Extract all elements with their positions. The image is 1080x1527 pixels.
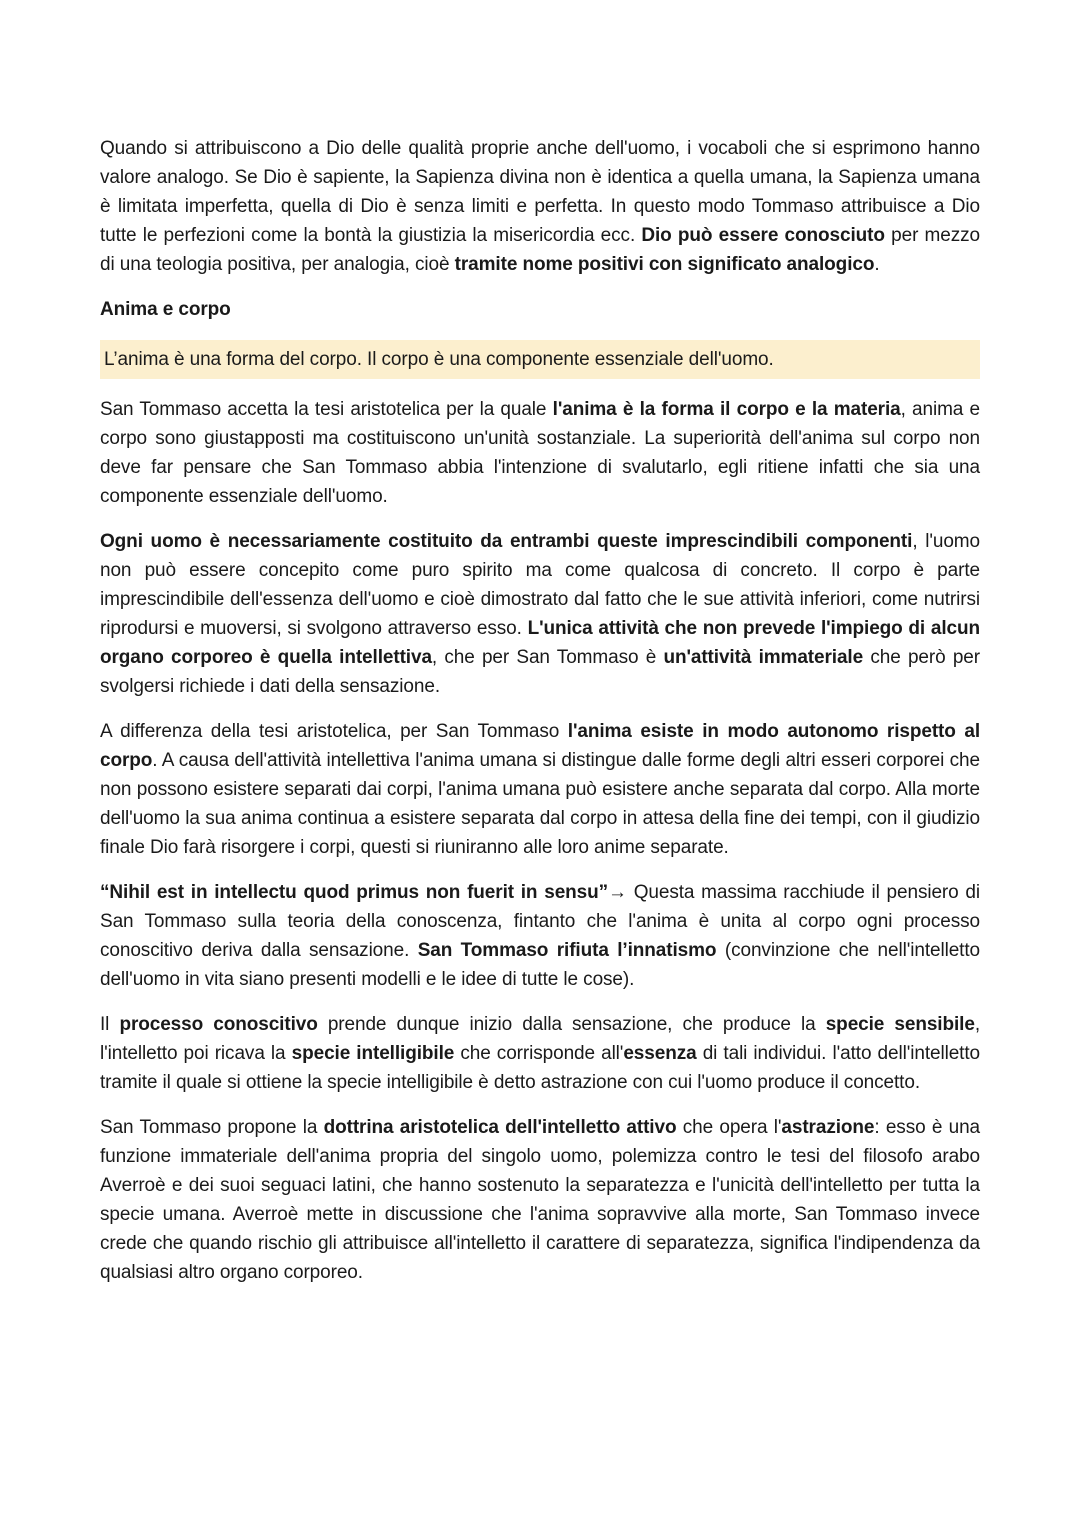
- text-run: per mezzo di una teologia positiva, per analogia, cioè: [100, 225, 980, 275]
- text-run: San Tommaso propone la: [100, 1117, 324, 1138]
- bold-text-run: essenza: [623, 1043, 697, 1064]
- paragraph: [100, 134, 980, 279]
- text-run: prende dunque inizio dalla sensazione, che produce la: [317, 1014, 826, 1035]
- text-run: , l'intelletto poi ricava la: [100, 1014, 980, 1064]
- bold-text-run: dottrina aristotelica dell'intelletto attivo: [323, 1117, 677, 1138]
- text-run: . A causa dell'attività intellettiva l'anima umana si distingue dalle forme degli altri esseri corporei che non possono esistere separati dai corpi, l'anima umana può esistere anche separata dal corpo. Alla morte dell'uomo la sua anima continua a esistere separata dal corpo in attesa della fine dei tempi, con il giudizio finale Dio farà risorgere i corpi, questi si riuniranno alle loro anime separate.: [100, 750, 980, 858]
- bold-text-run: l'anima esiste in modo autonomo rispetto al corpo: [100, 721, 980, 771]
- paragraph: [100, 878, 980, 994]
- text-run: Il: [100, 1014, 120, 1035]
- paragraph: [100, 717, 980, 862]
- paragraph: [100, 1113, 980, 1287]
- bold-text-run: l'anima è la forma il corpo e la materia: [552, 399, 901, 420]
- text-run: Quando si attribuiscono a Dio delle qualità proprie anche dell'uomo, i vocaboli che si esprimono hanno valore analogo. Se Dio è sapiente, la Sapienza divina non è identica a quella umana, la Sapienza umana è limitata imperfetta, quella di Dio è senza limiti e perfetta. In questo modo Tommaso attribuisce a Dio tutte le perfezioni come la bontà la giustizia la misericordia ecc.: [100, 138, 980, 246]
- bold-text-run: processo conoscitivo: [119, 1014, 318, 1035]
- text-run: che opera l': [676, 1117, 782, 1138]
- text-run: A differenza della tesi aristotelica, per San Tommaso: [100, 721, 568, 742]
- highlighted-paragraph: [100, 340, 980, 379]
- text-run: : esso è una funzione immateriale dell'anima propria del singolo uomo, polemizza contro le tesi del filosofo arabo Averroè e dei suoi seguaci latini, che hanno sostenuto la separatezza e l'unicità dell'intelletto per tutta la specie umana. Averroè mette in discussione che l'anima sopravvive alla morte, San Tommaso invece crede che quando rischio gli attribuisce all'intelletto il carattere di separatezza, significa l'indipendenza da qualsiasi altro organo corporeo.: [100, 1117, 981, 1283]
- bold-text-run: “Nihil est in intellectu quod primus non fuerit in sensu”→: [100, 882, 627, 903]
- text-run: L’anima è una forma del corpo. Il corpo è una componente essenziale dell'uomo.: [104, 349, 774, 370]
- paragraph: [100, 395, 980, 511]
- bold-text-run: astrazione: [781, 1117, 875, 1138]
- text-run: .: [874, 254, 880, 275]
- text-run: San Tommaso accetta la tesi aristotelica per la quale: [100, 399, 553, 420]
- text-run: , che per San Tommaso è: [431, 647, 664, 668]
- text-run: che corrisponde all': [454, 1043, 624, 1064]
- bold-text-run: Dio può essere conosciuto: [641, 225, 885, 246]
- bold-text-run: Anima e corpo: [100, 299, 231, 320]
- bold-text-run: specie intelligibile: [291, 1043, 455, 1064]
- text-run: , anima e corpo sono giustapposti ma costituiscono un'unità sostanziale. La superiorità dell'anima sul corpo non deve far pensare che San Tommaso abbia l'intenzione di svalutarlo, egli ritiene infatti che sia una componente essenziale dell'uomo.: [100, 399, 980, 507]
- text-run: di tali individui. l'atto dell'intelletto tramite il quale si ottiene la specie intelligibile è detto astrazione con cui l'uomo produce il concetto.: [100, 1043, 981, 1093]
- paragraph: [100, 527, 980, 701]
- bold-text-run: Ogni uomo è necessariamente costituito da entrambi queste imprescindibili componenti: [100, 531, 913, 552]
- bold-text-run: L'unica attività che non prevede l'impiego di alcun organo corporeo è quella intellettiva: [100, 618, 980, 668]
- bold-text-run: tramite nome positivi con significato analogico: [454, 254, 875, 275]
- document-body: [100, 134, 980, 1303]
- paragraph: [100, 1010, 980, 1097]
- bold-text-run: San Tommaso rifiuta l’innatismo: [417, 940, 717, 961]
- text-run: Questa massima racchiude il pensiero di San Tommaso sulla teoria della conoscenza, fintanto che l'anima è unita al corpo ogni processo conoscitivo deriva dalla sensazione.: [100, 882, 980, 961]
- text-run: che però per svolgersi richiede i dati della sensazione.: [100, 647, 980, 697]
- text-run: (convinzione che nell'intelletto dell'uomo in vita siano presenti modelli e le idee di tutte le cose).: [100, 940, 980, 990]
- text-run: , l'uomo non può essere concepito come puro spirito ma come qualcosa di concreto. Il corpo è parte imprescindibile dell'essenza dell'uomo e cioè dimostrato dal fatto che le sue attività inferiori, come nutrirsi riprodursi e muoversi, si svolgono attraverso esso.: [100, 531, 980, 639]
- section-heading: [100, 295, 980, 324]
- bold-text-run: specie sensibile: [825, 1014, 975, 1035]
- bold-text-run: un'attività immateriale: [663, 647, 864, 668]
